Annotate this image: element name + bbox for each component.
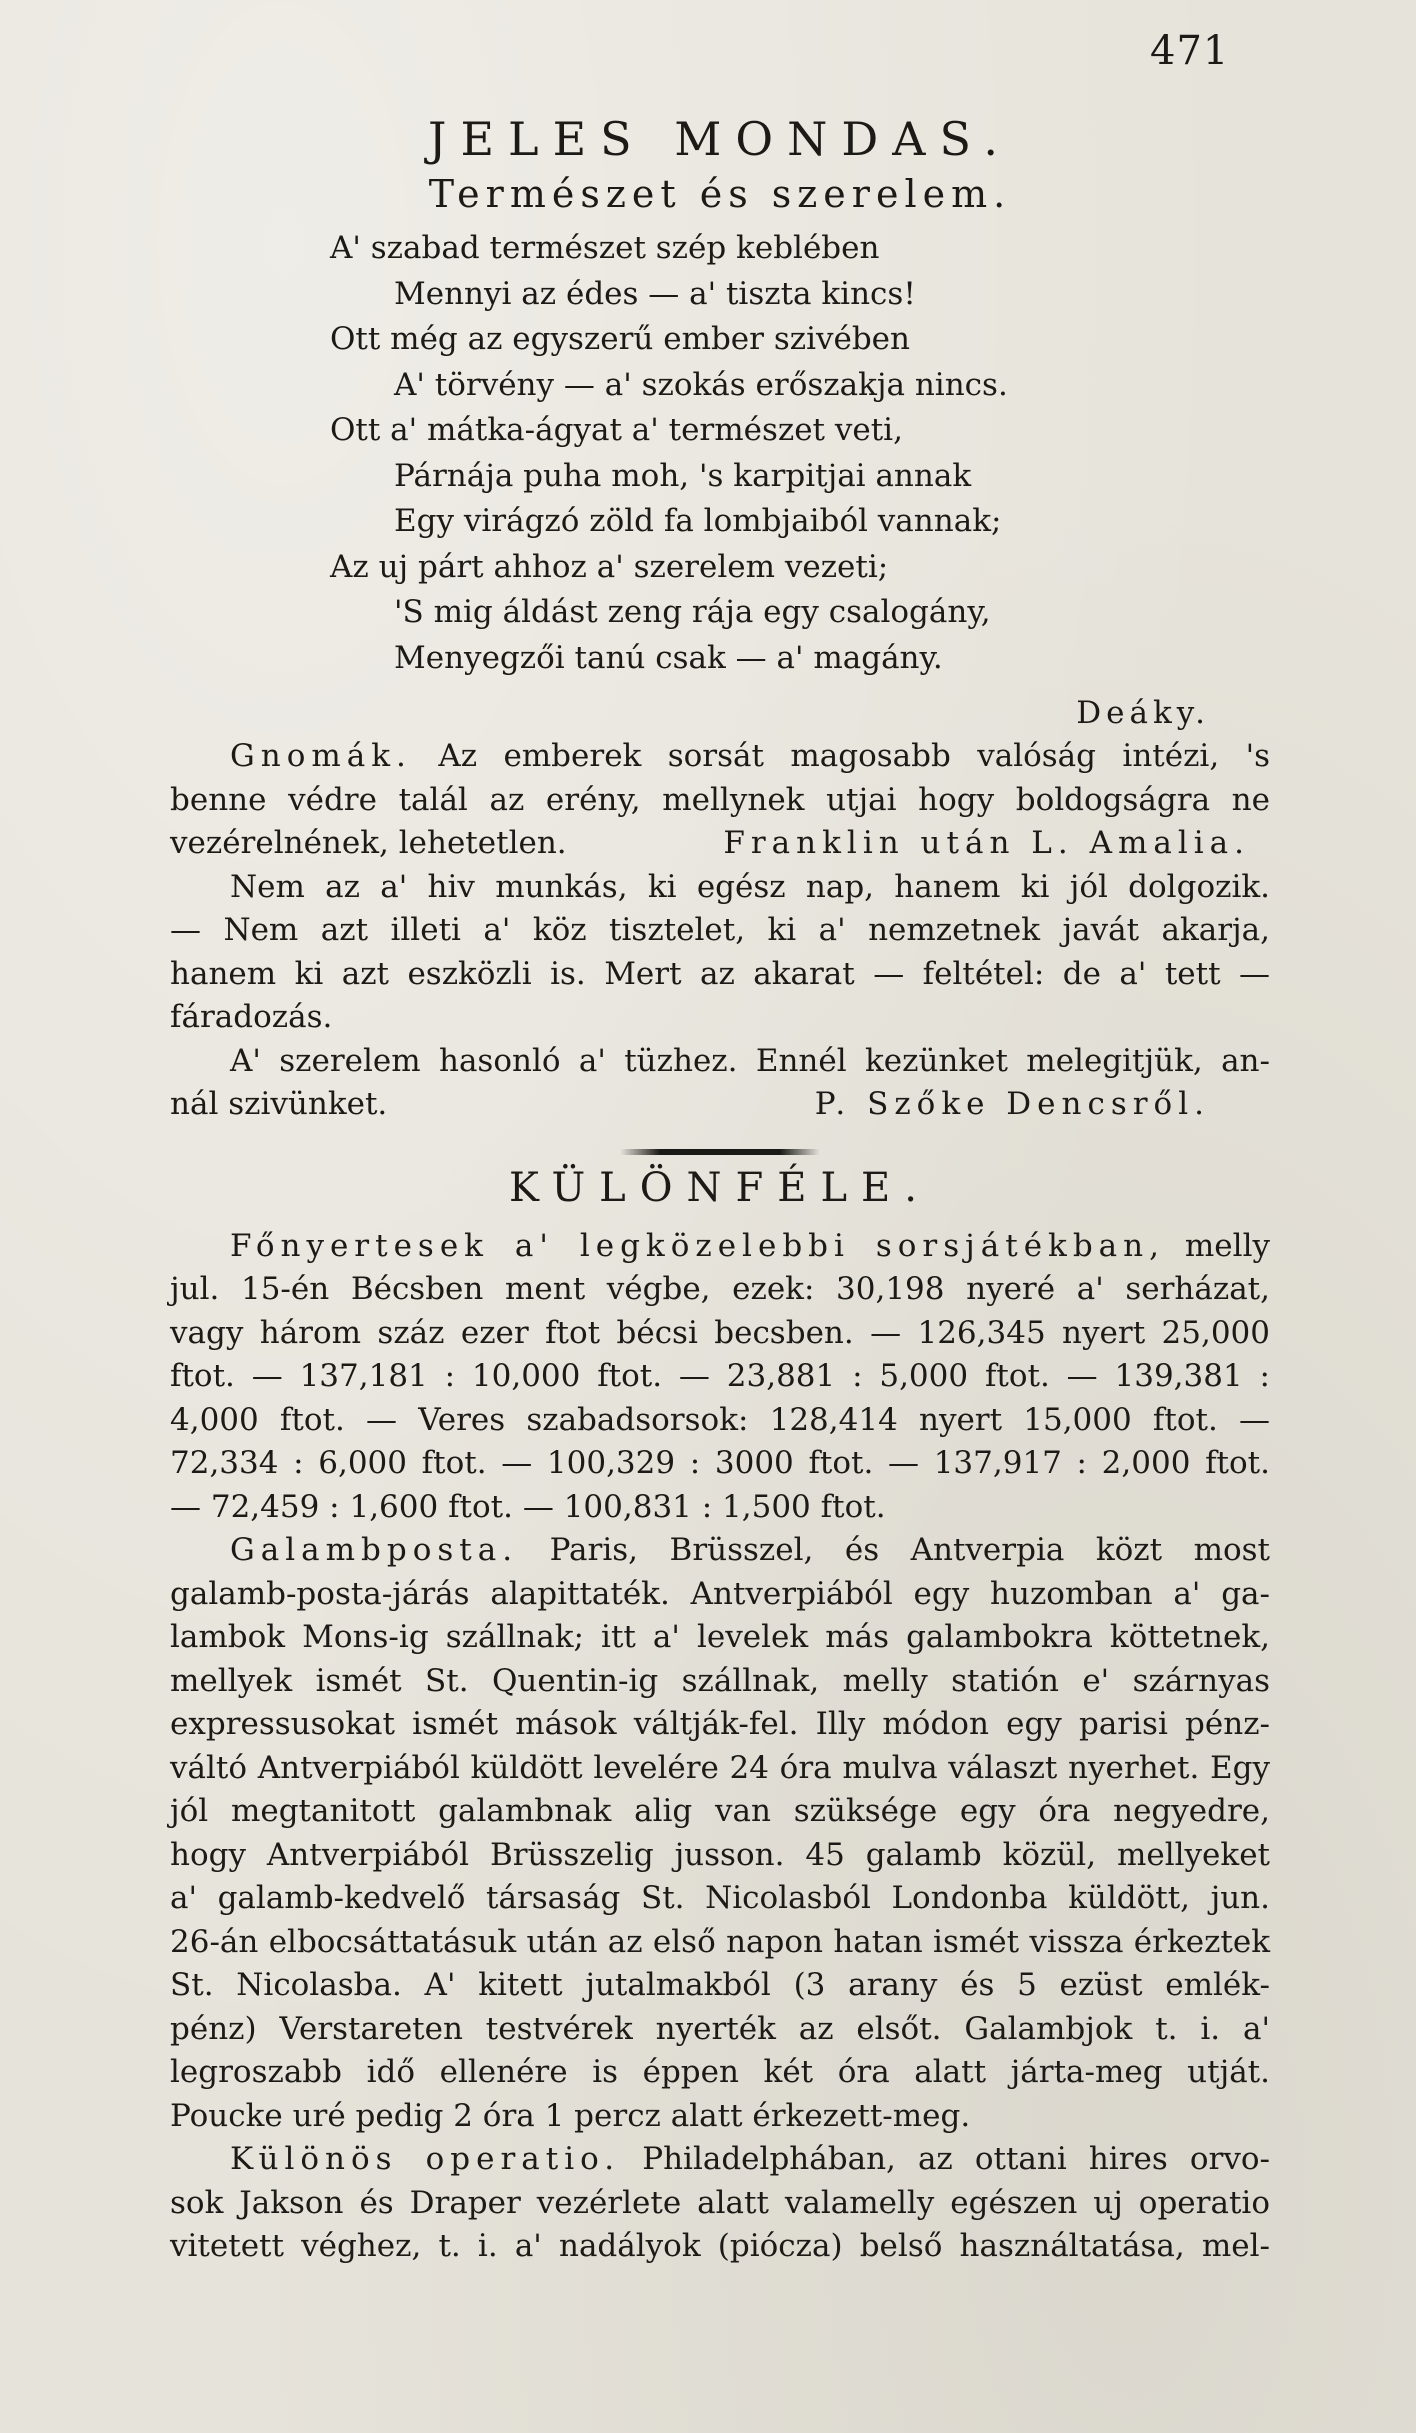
text-line: — 72,459 : 1,600 ftot. — 100,831 : 1,500 ftot.: [170, 1488, 886, 1525]
text-line: 26-án elbocsáttatásuk után az első napon hatan ismét vissza érkeztek: [170, 1923, 1270, 1960]
text-line: legroszabb idő ellenére is éppen két óra alatt járta-meg utját.: [170, 2054, 1270, 2090]
section-title-jeles-mondas: JELES MONDAS.: [428, 112, 1012, 166]
operation-lead-rest: Philadelphában, az ottani hires orvo-: [620, 2141, 1270, 2177]
poem-line: Az uj párt ahhoz a' szerelem vezeti;: [330, 548, 889, 585]
gnomak-attribution: Franklin után L. Amalia.: [723, 825, 1250, 861]
text-line: [170, 822, 1270, 866]
poem-line: A' szabad természet szép keblében: [330, 230, 880, 266]
poem: [330, 226, 1270, 681]
text-line: benne védre talál az erény, mellynek utjai hogy boldogságra ne: [170, 781, 1270, 818]
text-line: hanem ki azt eszközli is. Mert az akarat — feltétel: de a' tett —: [170, 955, 1270, 992]
quote-text: A' szerelem hasonló a' tüzhez. Ennél kezünket melegitjük, an-: [230, 1042, 1270, 1079]
text-line: 72,334 : 6,000 ftot. — 100,329 : 3000 ftot. — 137,917 : 2,000 ftot.: [170, 1445, 1270, 1481]
text-line: a' galamb-kedvelő társaság St. Nicolasból Londonba küldött, jun.: [170, 1880, 1270, 1916]
text-line: vitetett véghez, t. i. a' nadályok (piócza) belső használtatása, mel-: [170, 2228, 1270, 2264]
quote-attribution: P. Szőke Dencsről.: [814, 1086, 1210, 1122]
text-line: hogy Antverpiából Brüsszelig jusson. 45 galamb közül, mellyeket: [170, 1836, 1270, 1873]
poem-line: A' törvény — a' szokás erőszakja nincs.: [394, 366, 1008, 403]
poem-line: Menyegzői tanú csak — a' magány.: [394, 639, 943, 676]
text-line: Poucke uré pedig 2 óra 1 percz alatt érkezett-meg.: [170, 2097, 971, 2134]
text-line: jól megtanitott galambnak alig van szüksége egy óra negyedre,: [170, 1793, 1270, 1829]
text-line: sok Jakson és Draper vezérlete alatt valamelly egészen uj operatio: [170, 2184, 1270, 2221]
text-line: St. Nicolasba. A' kitett jutalmakból (3 arany és 5 ezüst emlék-: [170, 1967, 1270, 2003]
poem-line: Mennyi az édes — a' tiszta kincs!: [394, 275, 916, 312]
text-line: [170, 1083, 1270, 1127]
lottery-lead: Főnyertesek a' legközelebbi sorsjátékban,: [230, 1227, 1165, 1264]
text-line: mellyek ismét St. Quentin-ig szállnak, melly statión e' szárnyas: [170, 1662, 1270, 1699]
pigeon-post-paragraph: [170, 1529, 1270, 2138]
pigeon-post-lead-rest: Paris, Brüsszel, és Antverpia közt most: [518, 1532, 1270, 1568]
pigeon-post-lead: Galambposta.: [230, 1532, 519, 1568]
poem-line: Ott még az egyszerű ember szivében: [330, 321, 910, 357]
text-line: [170, 1529, 1270, 1573]
text-line: expressusokat ismét mások váltják-fel. Illy módon egy parisi pénz-: [170, 1706, 1270, 1742]
operation-paragraph: [170, 2138, 1270, 2269]
poem-line: 'S mig áldást zeng rája egy csalogány,: [394, 594, 991, 630]
quote-paragraph: [170, 866, 1270, 1040]
text-column: [170, 100, 1270, 2269]
poem-line: Ott a' mátka-ágyat a' természet veti,: [330, 412, 903, 448]
poem-line: Egy virágzó zöld fa lombjaiból vannak;: [394, 503, 1002, 539]
text-line: pénz) Verstareten testvérek nyerték az elsőt. Galambjok t. i. a': [170, 2010, 1270, 2047]
poem-signature: Deáky.: [1076, 695, 1210, 731]
text-line: [170, 1040, 1270, 1084]
text-line: lambok Mons-ig szállnak; itt a' levelek más galambokra köttetnek,: [170, 1619, 1270, 1655]
text-line: galamb-posta-járás alapittaték. Antverpiából egy huzomban a' ga-: [170, 1575, 1270, 1612]
lottery-paragraph: [170, 1225, 1270, 1530]
text-line: 4,000 ftot. — Veres szabadsorsok: 128,414 nyert 15,000 ftot. —: [170, 1401, 1270, 1438]
lottery-lead-rest: melly: [1164, 1227, 1270, 1264]
section-divider: [620, 1149, 820, 1155]
section-title-kulonfele: KÜLÖNFÉLE.: [509, 1164, 931, 1211]
gnomak-paragraph: [170, 735, 1270, 866]
poem-line: Párnája puha moh, 's karpitjai annak: [394, 457, 972, 494]
quote-text-end: nál szivünket.: [170, 1086, 388, 1122]
gnomak-text-end: vezérelnének, lehetetlen.: [170, 825, 567, 861]
page-number: 471: [1150, 28, 1230, 74]
text-line: ftot. — 137,181 : 10,000 ftot. — 23,881 : 5,000 ftot. — 139,381 :: [170, 1358, 1270, 1394]
quote-paragraph-2: [170, 1040, 1270, 1127]
quote-text: Nem az a' hiv munkás, ki egész nap, hanem ki jól dolgozik.: [230, 868, 1270, 905]
text-line: [170, 2138, 1270, 2182]
text-line: vagy három száz ezer ftot bécsi becsben. — 126,345 nyert 25,000: [170, 1314, 1270, 1351]
text-line: [170, 1225, 1270, 1269]
text-line: — Nem azt illeti a' köz tisztelet, ki a' nemzetnek javát akarja,: [170, 912, 1270, 948]
gnomak-label: Gnomák.: [230, 738, 412, 774]
text-line: jul. 15-én Bécsben ment végbe, ezek: 30,198 nyeré a' serházat,: [170, 1271, 1270, 1307]
operation-lead: Különös operatio.: [230, 2141, 621, 2177]
text-line: váltó Antverpiából küldött levelére 24 óra mulva választ nyerhet. Egy: [170, 1749, 1270, 1786]
text-line: [170, 866, 1270, 910]
poem-title: Természet és szerelem.: [428, 172, 1012, 216]
text-line: [170, 735, 1270, 779]
gnomak-text: Az emberek sorsát magosabb valóság intézi, 's: [438, 738, 1271, 774]
text-line: fáradozás.: [170, 999, 333, 1035]
